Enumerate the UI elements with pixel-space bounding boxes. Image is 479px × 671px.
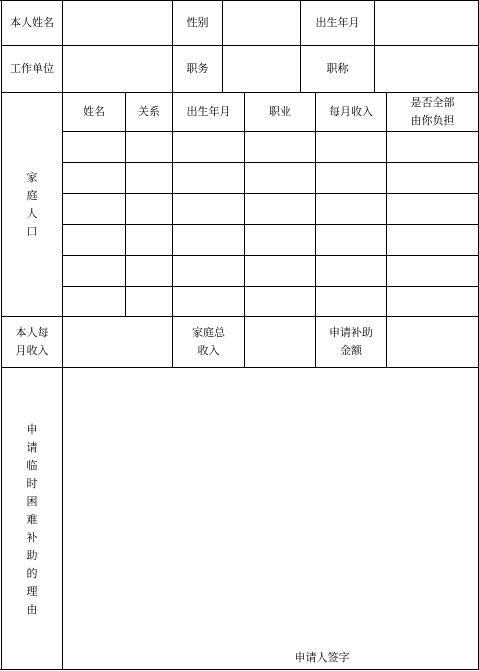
family-total-income-field[interactable]: [245, 317, 315, 367]
family-member-birth-field[interactable]: [173, 132, 244, 162]
family-header-name: 姓名: [83, 105, 105, 118]
birth-date-field[interactable]: [375, 1, 478, 45]
own-monthly-income-label: 本人每 月收入: [15, 326, 49, 357]
family-member-relation-field[interactable]: [126, 287, 172, 316]
family-member-name-field[interactable]: [63, 225, 125, 255]
family-member-name-field[interactable]: [63, 194, 125, 224]
family-member-occupation-field[interactable]: [245, 287, 315, 316]
family-member-support-field[interactable]: [387, 287, 478, 316]
family-members-label: 家 庭 人 口: [26, 170, 38, 238]
family-member-name-field[interactable]: [63, 132, 125, 162]
family-member-birth-field[interactable]: [173, 194, 244, 224]
family-member-birth-field[interactable]: [173, 163, 244, 193]
workplace-label: 工作单位: [10, 62, 54, 75]
family-header-support: 是否全部 由你负担: [410, 96, 455, 127]
applicant-name-field[interactable]: [63, 1, 172, 45]
family-member-support-field[interactable]: [387, 225, 478, 255]
family-member-occupation-field[interactable]: [245, 225, 315, 255]
family-member-occupation-field[interactable]: [245, 163, 315, 193]
family-member-monthly-income-field[interactable]: [316, 194, 386, 224]
professional-title-field[interactable]: [375, 46, 478, 92]
subsidy-amount-field[interactable]: [387, 317, 478, 367]
family-member-relation-field[interactable]: [126, 256, 172, 286]
family-member-occupation-field[interactable]: [245, 194, 315, 224]
hardship-reason-field[interactable]: [63, 368, 478, 643]
hardship-reason-label: 申 请 临 时 困 难 补 助 的 理 由: [26, 422, 38, 616]
family-member-support-field[interactable]: [387, 194, 478, 224]
family-member-birth-field[interactable]: [173, 225, 244, 255]
position-label: 职务: [186, 62, 209, 75]
family-member-support-field[interactable]: [387, 132, 478, 162]
table-border-bottom: [0, 669, 479, 670]
family-member-monthly-income-field[interactable]: [316, 163, 386, 193]
own-monthly-income-field[interactable]: [63, 317, 172, 367]
family-member-name-field[interactable]: [63, 256, 125, 286]
family-member-monthly-income-field[interactable]: [316, 132, 386, 162]
family-member-relation-field[interactable]: [126, 194, 172, 224]
applicant-signature-label: 申请人签字: [294, 651, 350, 664]
workplace-field[interactable]: [63, 46, 172, 92]
gender-label: 性别: [186, 15, 209, 29]
family-member-name-field[interactable]: [63, 163, 125, 193]
family-member-support-field[interactable]: [387, 163, 478, 193]
applicant-name-label: 本人姓名: [10, 15, 54, 29]
family-member-birth-field[interactable]: [173, 256, 244, 286]
position-field[interactable]: [223, 46, 300, 92]
family-member-monthly-income-field[interactable]: [316, 256, 386, 286]
birth-date-label: 出生年月: [315, 15, 360, 29]
family-total-income-label: 家庭总 收入: [192, 326, 225, 357]
family-member-name-field[interactable]: [63, 287, 125, 316]
professional-title-label: 职称: [326, 62, 349, 75]
family-member-occupation-field[interactable]: [245, 256, 315, 286]
subsidy-amount-label: 申请补助 金额: [329, 326, 373, 357]
family-header-monthly-income: 每月收入: [329, 105, 373, 118]
family-member-relation-field[interactable]: [126, 132, 172, 162]
gender-field[interactable]: [223, 1, 300, 45]
family-member-birth-field[interactable]: [173, 287, 244, 316]
family-member-relation-field[interactable]: [126, 163, 172, 193]
family-member-monthly-income-field[interactable]: [316, 225, 386, 255]
family-header-occupation: 职业: [269, 105, 291, 118]
family-header-relation: 关系: [138, 105, 160, 118]
family-member-relation-field[interactable]: [126, 225, 172, 255]
family-member-monthly-income-field[interactable]: [316, 287, 386, 316]
family-member-occupation-field[interactable]: [245, 132, 315, 162]
family-member-support-field[interactable]: [387, 256, 478, 286]
family-header-birth: 出生年月: [186, 105, 231, 118]
